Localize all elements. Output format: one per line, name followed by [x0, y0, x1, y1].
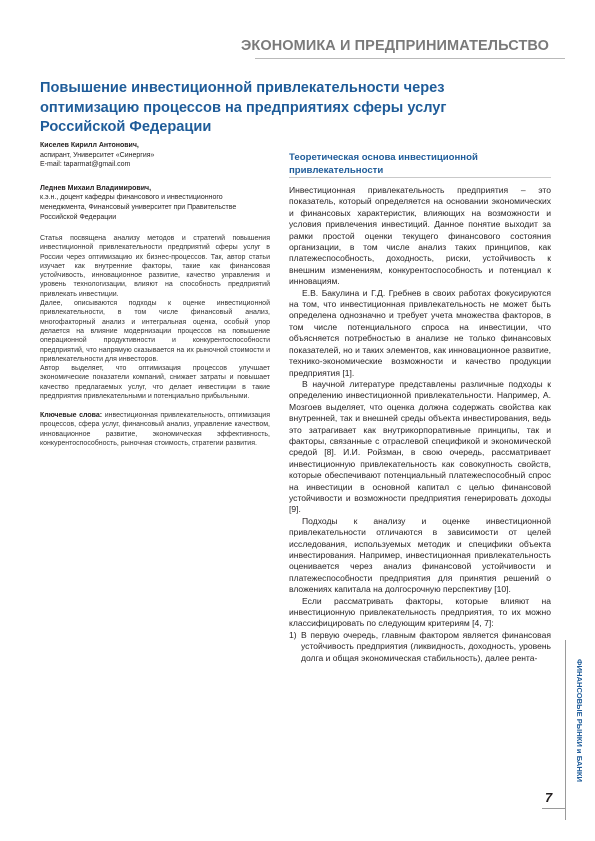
author-name: Киселев Кирилл Антонович, — [40, 142, 139, 149]
page-number-rule — [542, 808, 565, 809]
rubric-header — [240, 38, 565, 59]
author-spacer — [40, 170, 270, 184]
body-paragraph: Инвестиционная привлекательность предприятия – это показатель, который определяется на основании экономических и финансовых характеристик, влияющих на возможности и условия привлечения инвестиций. Данное понятие выходит за рамки простой оценки текущего финансового состояния организации, в том числе анализ таких принципов, как платежеспособность, доходность, риски, устойчивость к внешним изменениям, конкурентоспособность и потенциал к инновациям. — [289, 185, 551, 287]
keywords-text: инвестиционная привлекательность, оптимизация процессов, сфера услуг, финансовый анализ, управление качеством, инновационное развитие, экономическая эффективность, конкурентоспособность, рыночная стоимость, стратегии развития. — [40, 412, 271, 447]
margin-rule — [565, 640, 566, 820]
body-paragraph: Если рассматривать факторы, которые влияют на инвестиционную привлекательность предприятия, то их можно классифицировать по следующим критериям [4, 7]: — [289, 595, 551, 629]
body-paragraph: В научной литературе представлены различные подходы к определению инвестиционной привлекательности. Например, А. Мозгоев выделяет, что оценка должна содержать свойства как внутренней, так и внешней среды объекта инвестирования, ведь это затрагивает как внутрикорпоративные принципы, так и факторы, связанные с отраслевой спецификой и экономической средой [8]. И.И. Ройзман, в свою очередь, рассматривает инвестиционную привлекательность как совокупность свойств, которые обеспечивают потенциальный платежеспособный спрос на инвестиции в основной капитал с целью финансовой устойчивости и возможности предприятия генерировать доходы [9]. — [289, 378, 551, 515]
author-affiliation: к.э.н., доцент кафедры финансового и инвестиционного менеджмента, Финансовый университет при Правительстве Российской Федерации — [40, 194, 237, 221]
author-name: Леднев Михаил Владимирович, — [40, 184, 152, 192]
section-divider — [289, 177, 551, 178]
abstract-paragraph: Статья посвящена анализу методов и стратегий повышения инвестиционной привлекательности предприятий сферы услуг в России через оптимизацию их бизнес-процессов. Так, автор статьи изучает как внутренние факторы, такие как финансовая устойчивость, инновационное развитие, качество управления и уровень технологизации, влияют на способность предприятий привлекать инвестиции. — [40, 235, 270, 298]
abstract — [40, 234, 270, 401]
body-paragraph: Подходы к анализу и оценке инвестиционной привлекательности отличаются в зависимости от целей исследования, используемых методик и специфики объекта инвестирования. Например, инвестиционная привлекательность оценивается через анализ финансовой устойчивости и платежеспособности предприятия для принятия решений о вложениях капитала на долгосрочную перспективу [10]. — [289, 515, 551, 595]
section-title: Теоретическая основа инвестиционной привлекательности — [289, 152, 478, 176]
page-number: 7 — [545, 790, 553, 805]
keywords — [40, 411, 270, 448]
body-paragraph: Е.В. Бакулина и Г.Д. Гребнев в своих работах фокусируются на том, что инвестиционная привлекательность не может быть определена однозначно и требует учета множества факторов, в том числе потенциального спроса на инвестиции, что объясняется потребностью в анализе не только финансовых показателей, но и таких элементов, как инновационное развитие, технико-экономические возможности и качество продукции предприятия [1]. — [289, 287, 551, 378]
author-block — [40, 141, 270, 222]
keywords-label: Ключевые слова: — [40, 412, 103, 419]
abstract-paragraph: Автор выделяет, что оптимизация процессов улучшает экономические показатели компаний, снижает затраты и повышает качество предлагаемых услуг, что делает инвестиции в такие предприятия привлекательными и потенциально прибыльными. — [40, 365, 270, 401]
journal-name: ФИНАНСОВЫЕ РЫНКИ и БАНКИ — [574, 658, 584, 782]
abstract-paragraph: Далее, описываются подходы к оценке инвестиционной привлекательности, в том числе финансовый анализ, многофакторный анализ и интегральная оценка, особый упор делается на влияние модернизации процессов на повышение операционной продуктивности и конкурентоспособности предприятий, что напрямую сказывается на их рыночной стоимости и привлекательности для инвесторов. — [40, 300, 270, 363]
article-title: Повышение инвестиционной привлекательности через оптимизацию процессов на предприятиях сферы услуг Российской Федерации — [40, 80, 447, 135]
section-body — [289, 185, 551, 664]
author-email: E-mail: taparmat@gmail.com — [40, 161, 131, 169]
rubric-label: ЭКОНОМИКА И ПРЕДПРИНИМАТЕЛЬСТВО — [240, 38, 549, 54]
list-item-number: 1) — [289, 629, 297, 640]
list-item — [289, 630, 551, 664]
list-item-text: В первую очередь, главным фактором является финансовая устойчивость предприятия (ликвидность, доходность, уровень долга и общая экономическая стабильность), далее рента- — [301, 629, 551, 663]
journal-sideband — [567, 660, 591, 780]
author-affiliation: аспирант, Университет «Синергия» — [40, 151, 155, 159]
